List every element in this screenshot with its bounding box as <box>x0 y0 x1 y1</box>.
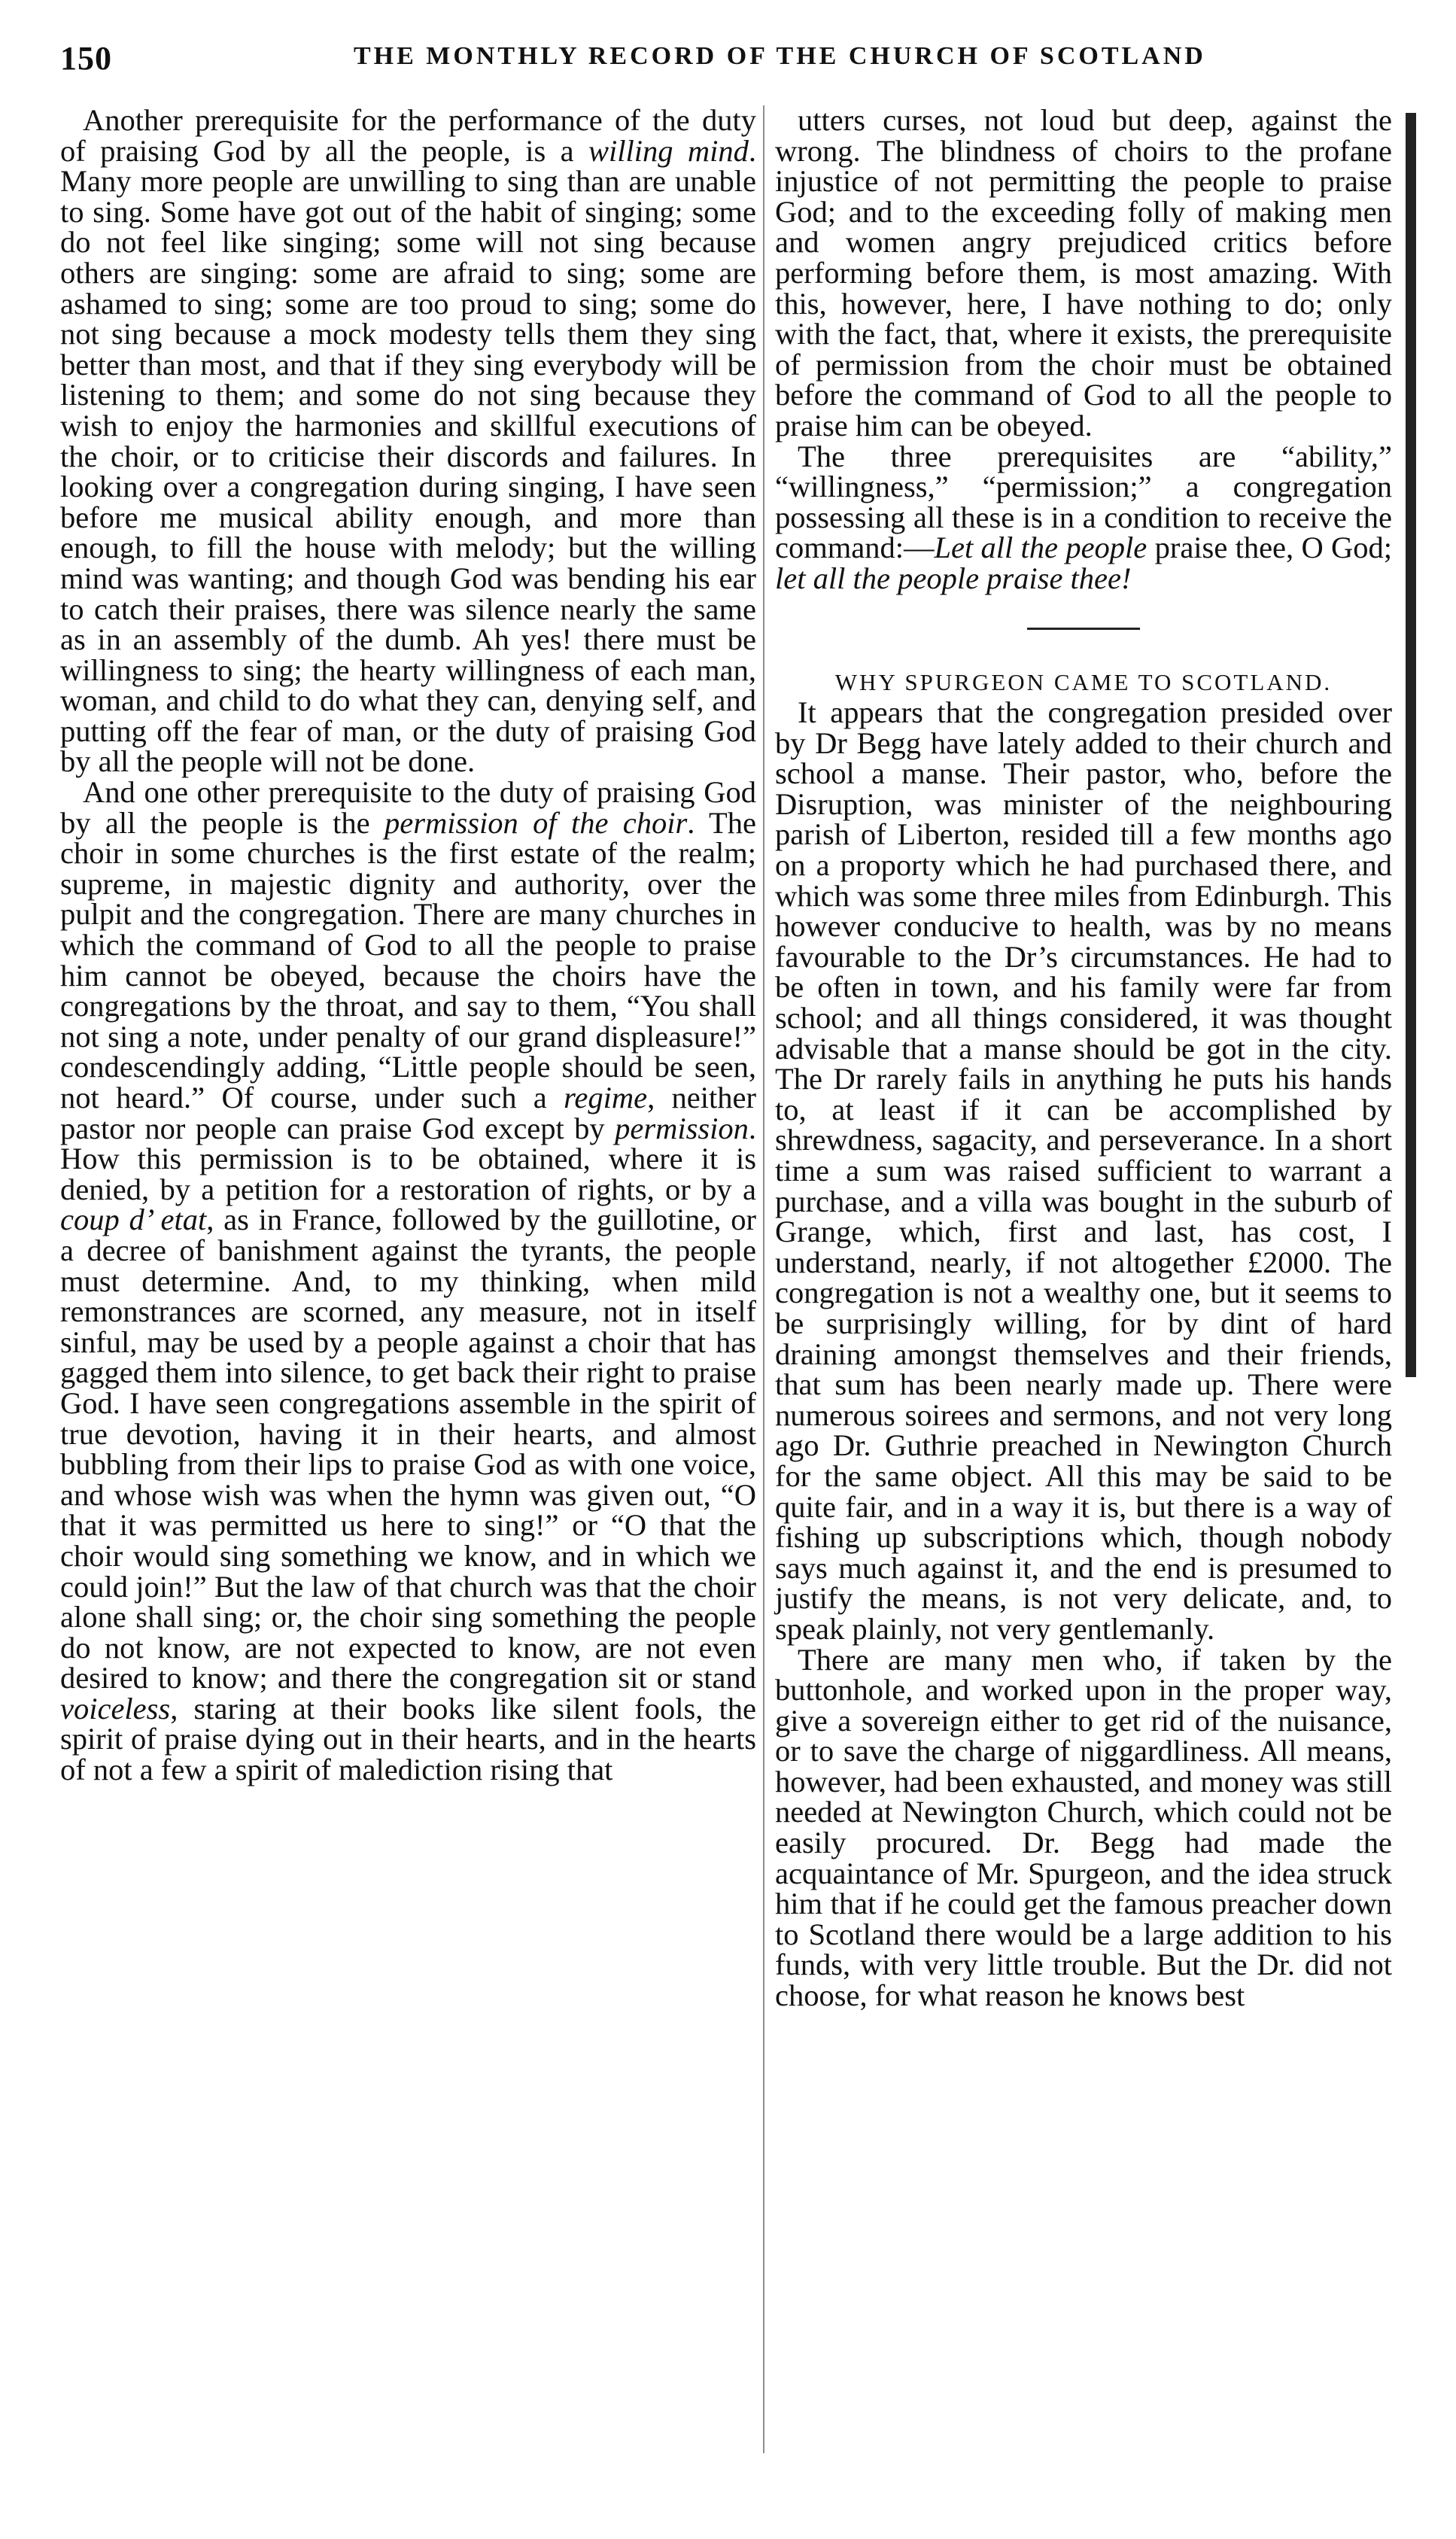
section-separator <box>1027 628 1140 630</box>
left-column <box>60 105 756 1786</box>
paragraph-permission-of-choir <box>60 777 756 1786</box>
paragraph-choir-blindness: utters curses, not loud but deep, against the wrong. The blindness of choirs to the profane injustice of not permitting the people to praise God; and to the exceeding folly of making men and women angry prejudiced critics before performing before them, is most amazing. With this, however, here, I have nothing to do; only with the fact, that, where it exists, the prerequisite of permission from the choir must be obtained before the command of God to all the people to praise him can be obeyed. <box>775 103 1392 442</box>
emphasis: Let all the people <box>934 531 1147 565</box>
paragraph-spurgeon-invitation: There are many men who, if taken by the buttonhole, and worked upon in the proper way, give a sovereign either to get rid of the nuisance, or to save the charge of niggardliness. All means, however, had been exhausted, and money was still needed at Newington Church, which could not be easily procured. Dr. Begg had made the acquaintance of Mr. Spurgeon, and the idea struck him that if he could get the famous preacher down to Scotland there would be a large addition to his funds, with very little trouble. But the Dr. did not choose, for what reason he knows best <box>775 1642 1392 2013</box>
text-run: , neither pastor nor people can praise God except by <box>60 1081 756 1145</box>
text-run: The three prerequisites are “ability,” “willingness,” “permission;” a congregation possessing all these is in a condition to receive the command:— <box>775 439 1392 565</box>
right-column <box>775 105 1392 2011</box>
page-number: 150 <box>60 40 112 77</box>
section-title: WHY SPURGEON CAME TO SCOTLAND. <box>834 668 1333 695</box>
paragraph-three-prerequisites <box>775 439 1392 595</box>
text-run: , staring at their books like silent fools, the spirit of praise dying out in their hearts, and in the hearts of not a few a spirit of malediction rising that <box>60 1691 756 1787</box>
text-run: praise thee, O God; <box>1147 531 1392 565</box>
text-run: And one other prerequisite to the duty of praising God by all the people is the <box>60 775 756 840</box>
paragraph-willing-mind <box>60 105 756 777</box>
running-head: THE MONTHLY RECORD OF THE CHURCH OF SCOTLAND <box>354 42 1206 70</box>
emphasis: permission <box>615 1111 749 1145</box>
emphasis: regime <box>564 1081 648 1114</box>
emphasis: voiceless <box>60 1691 171 1726</box>
scan-edge-bar <box>1406 113 1416 1377</box>
text-run: . How this permission is to be obtained, where it is denied, by a petition for a restoration of rights, or by a <box>60 1111 756 1206</box>
text-run: Another prerequisite for the performance of the duty of praising God by all the people, is a <box>60 103 756 168</box>
text-run: , as in France, followed by the guillotine, or a decree of banishment against the tyrants, the people must determine. And, to my thinking, when mild remonstrances are scorned, any measure, not in itself sinful, may be used by a people against a choir that has gagged them into silence, to get back their right to praise God. I have seen congregations assemble in the spirit of true devotion, having it in their hearts, and almost bubbling from their lips to praise God as with one voice, and whose wish was when the hymn was given out, “O that it was permitted us here to sing!” or “O that the choir would sing something we know, and in which we could join!” But the law of that church was that the choir alone shall sing; or, the choir sing something the people do not know, are not expected to know, are not even desired to know; and there the congregation sit or stand <box>60 1203 756 1695</box>
emphasis: willing mind <box>588 133 749 168</box>
emphasis: permission of the choir <box>385 805 688 840</box>
text-run: . Many more people are unwilling to sing than are unable to sing. Some have got out of the habit of singing; some do not feel like singing; some will not sing because others are singing: some are afraid to sing; some are ashamed to sing; some are too proud to sing; some do not sing because a mock modesty tells them they sing better than most, and that if they sing everybody will be listening to them; and some do not sing because they wish to enjoy the harmonies and skillful executions of the choir, or to criticise their discords and failures. In looking over a congregation during singing, I have seen before me musical ability enough, and more than enough, to fill the house with melody; but the willing mind was wanting; and though God was bending his ear to catch their praises, there was silence nearly the same as in an assembly of the dumb. Ah yes! there must be willingness to sing; the hearty willingness of each man, woman, and child to do what they can, denying self, and putting off the fear of man, or the duty of praising God by all the people will not be done. <box>60 133 756 779</box>
emphasis: let all the people praise thee! <box>775 561 1132 595</box>
text-run: . The choir in some churches is the first estate of the realm; supreme, in majestic dignity and authority, over the pulpit and the congregation. There are many churches in which the command of God to all the people to praise him cannot be obeyed, because the choirs have the congregations by the throat, and say to them, “You shall not sing a note, under penalty of our grand displeasure!” condescendingly adding, “Little people should be seen, not heard.” Of course, under such a <box>60 805 757 1114</box>
page-header <box>60 39 1385 77</box>
column-divider <box>763 105 764 2453</box>
paragraph-manse-purchase: It appears that the congregation presided over by Dr Begg have lately added to their church and school a manse. Their pastor, who, before the Disruption, was minister of the neighbouring parish of Liberton, resided till a few months ago on a proporty which he had purchased there, and which was some three miles from Edinburgh. This however conducive to health, was by no means favourable to the Dr’s circumstances. He had to be often in town, and his family were far from school; and all things considered, it was thought advisable that a manse should be got in the city. The Dr rarely fails in anything he puts his hands to, at least if it can be accomplished by shrewdness, sagacity, and perseverance. In a short time a sum was raised sufficient to warrant a purchase, and a villa was bought in the suburb of Grange, which, first and last, has cost, I understand, nearly, if not altogether £2000. The congregation is not a wealthy one, but it seems to be surprisingly willing, for by dint of hard draining amongst themselves and their friends, that sum has been nearly made up. There were numerous soirees and sermons, and not very long ago Dr. Guthrie preached in Newington Church for the same object. All this may be said to be quite fair, and in a way it is, but there is a way of fishing up subscriptions which, though nobody says much against it, and the end is presumed to justify the means, is not very delicate, and, to speak plainly, not very gentlemanly. <box>775 695 1392 1646</box>
emphasis: coup d’ etat <box>60 1203 207 1237</box>
